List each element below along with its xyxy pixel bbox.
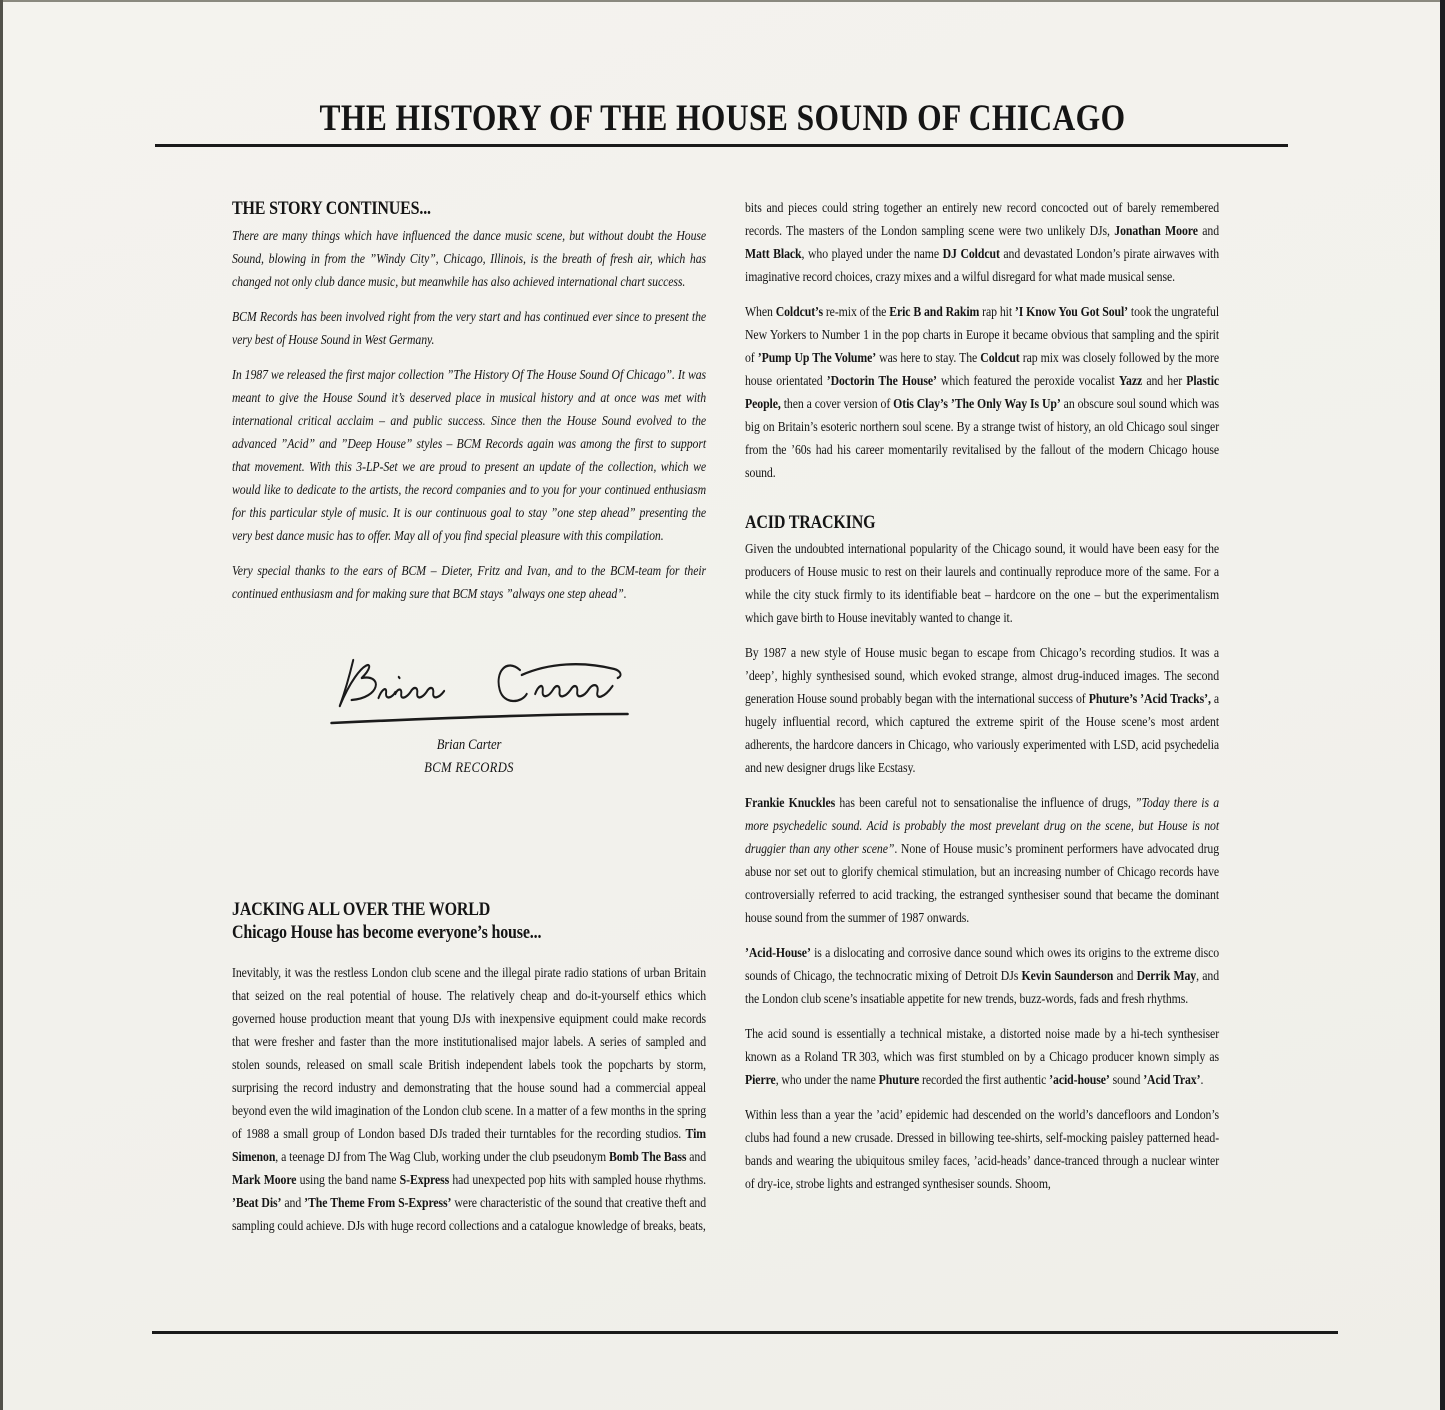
bcm-involvement-para: BCM Records has been involved right from the very start and has continued ever since to present the very best of House Sound in West Germany. — [232, 310, 707, 348]
bold-text: DJ Coldcut — [942, 247, 1000, 262]
special-thanks-para: Very special thanks to the ears of BCM – Dieter, Fritz and Ivan, and to the BCM-team for their continued enthusiasm and for making sure that BCM stays ”always one step ahead”. — [232, 564, 707, 602]
bold-text: Coldcut — [980, 351, 1020, 366]
bold-text: Derrik May — [1136, 969, 1197, 984]
story-continues-heading — [232, 197, 706, 220]
bold-text: Frankie Knuckles — [745, 796, 836, 811]
bold-text: ’I Know You Got Soul’ — [1014, 305, 1129, 320]
sampling-continued-para: bits and pieces could string together an entirely new record concocted out of barely remembered records. The masters of the London sampling scene were two unlikely DJs, Jonathan Moore and Matt Black, who played under the name DJ Coldcut and devastated London’s pirate airwaves with imaginative record choices, crazy mixes and a wilful disregard for what made musical sense. — [745, 201, 1220, 285]
heading-line: ACID TRACKING — [745, 512, 876, 533]
bold-text: Coldcut’s — [775, 305, 823, 320]
acid-tracking-heading — [745, 511, 1219, 534]
coldcut-remix-para: When Coldcut’s re-mix of the Eric B and Rakim rap hit ’I Know You Got Soul’ took the ungrateful New Yorkers to Number 1 in the pop charts in Europe it became obvious that sampling and the spirit of ’Pump Up The Volume’ was here to stay. The Coldcut rap mix was closely followed by the more house orientated ’Doctorin The House’ which featured the peroxide vocalist Yazz and her Plastic People, then a cover version of Otis Clay’s ’The Only Way Is Up’ an obscure soul sound which was big on Britain’s esoteric northern soul scene. By a strange twist of history, an old Chicago soul singer from the ’60s had his career momentarily revitalised by the fallout of the modern Chicago house sound. — [745, 305, 1220, 481]
frankie-knuckles-para: Frankie Knuckles has been careful not to sensationalise the influence of drugs, ”Today there is a more psychedelic sound. Acid is probably the most prevelant drug on the scene, but House is not druggier than any other scene”. None of House music’s prominent performers have advocated drug abuse nor set out to glorify chemical stimulation, but an increasing number of Chicago records have controversially referred to acid tracking, the estranged synthesiser sound that became the dominant house sound from the summer of 1987 onwards. — [745, 796, 1220, 926]
bold-text: ’The Theme From S-Express’ — [304, 1196, 452, 1211]
page-edge-top — [0, 0, 1445, 2]
bold-text: Matt Black — [745, 247, 802, 262]
left-column — [232, 197, 706, 1250]
bottom-rule — [152, 1331, 1338, 1334]
bold-text: ’Beat Dis’ — [232, 1196, 282, 1211]
bold-text: Phuture — [878, 1073, 920, 1088]
acid-tracks-para: By 1987 a new style of House music began to escape from Chicago’s recording studios. It was a ’deep’, highly synthesised sound, which evoked strange, almost drug-induced images. The second generation House sound probably began with the international success of Phuture’s ’Acid Tracks’, a hugely influential record, which captured the extreme spirit of the House scene’s most ardent adherents, the hardcore dancers in Chicago, who variously experimented with LSD, acid psychedelia and new designer drugs like Ecstasy. — [745, 646, 1220, 776]
title-rule — [155, 144, 1288, 147]
bold-text: ’Pump Up The Volume’ — [757, 351, 877, 366]
bold-text: ’Doctorin The House’ — [826, 374, 937, 389]
page-edge-left — [0, 0, 3, 1410]
story-intro-para: There are many things which have influenced the dance music scene, but without doubt the House Sound, blowing in from the ”Windy City”, Chicago, Illinois, is the breath of fresh air, which has changed not only club dance music, but meanwhile has also achieved international chart success. — [232, 229, 707, 290]
bold-text: Bomb The Bass — [608, 1150, 687, 1165]
roland-tr303-para: The acid sound is essentially a technical mistake, a distorted noise made by a hi-tech synthesiser known as a Roland TR 303, which was first stumbled on by a Chicago producer known simply as Pierre, who under the name Phuture recorded the first authentic ’acid-house’ sound ’Acid Trax’. — [745, 1027, 1220, 1088]
page-title: THE HISTORY OF THE HOUSE SOUND OF CHICAGO — [319, 98, 1126, 139]
acid-intro-para: Given the undoubted international popularity of the Chicago sound, it would have been easy for the producers of House music to rest on their laurels and continually reproduce more of the same. For a while the city stuck firmly to its identifiable beat – hardcore on the one – but the experimentalism which gave birth to House inevitably wanted to change it. — [745, 542, 1220, 626]
bold-text: Tim Simenon — [232, 1127, 707, 1165]
bold-text: Kevin Saunderson — [1021, 969, 1114, 984]
italic-quote: ”Today there is a more psychedelic sound. Acid is probably the most prevelant drug on the scene, but House is not druggier than any other scene” — [745, 796, 1220, 857]
acid-epidemic-para: Within less than a year the ’acid’ epidemic had descended on the world’s dancefloors and London’s clubs had found a new crusade. Dressed in billowing tee-shirts, self-mocking paisley patterned head-bands and wearing the ubiquitous smiley faces, ’acid-heads’ dance-tranced through a nuclear winter of dry-ice, strobe lights and estranged synthesiser sounds. Shoom, — [745, 1108, 1220, 1192]
bold-text: Phuture’s ’Acid Tracks’, — [1088, 692, 1211, 707]
bold-text: ’Acid-House’ — [745, 946, 811, 961]
bold-text: Plastic People, — [745, 374, 1220, 412]
page-edge-right — [1440, 0, 1445, 1410]
bold-text: Pierre — [745, 1073, 776, 1088]
bold-text: Eric B and Rakim — [889, 305, 980, 320]
bold-text: ’acid-house’ — [1049, 1073, 1110, 1088]
bold-text: S-Express — [399, 1173, 450, 1188]
heading-line: JACKING ALL OVER THE WORLD — [232, 899, 491, 920]
london-scene-para: Inevitably, it was the restless London club scene and the illegal pirate radio stations of urban Britain that seized on the real potential of house. The relatively cheap and do-it-yourself ethics which governed house production meant that young DJs with inexpensive equipment could make records that were fresher and faster than the more institutionalised major labels. A series of sampled and stolen sounds, released on small scale British independent labels took the popcharts by storm, surprising the record industry and demonstrating that the house sound had a commercial appeal beyond even the wild imagination of the London club scene. In a matter of a few months in the spring of 1988 a small group of London based DJs traded their turntables for the recording studios. Tim Simenon, a teenage DJ from The Wag Club, working under the club pseudonym Bomb The Bass and Mark Moore using the band name S-Express had unexpected pop hits with sampled house rhythms. ’Beat Dis’ and ’The Theme From S-Express’ were characteristic of the sound that creative theft and sampling could achieve. DJs with huge record collections and a catalogue knowledge of breaks, beats, — [232, 966, 707, 1234]
acid-house-definition-para: ’Acid-House’ is a dislocating and corrosive dance sound which owes its origins to the extreme disco sounds of Chicago, the technocratic mixing of Detroit DJs Kevin Saunderson and Derrik May, and the London club scene’s insatiable appetite for new trends, buzz-words, fads and fresh rhythms. — [745, 946, 1220, 1007]
bold-text: Jonathan Moore — [1114, 224, 1198, 239]
handwritten-signature-icon — [325, 650, 637, 732]
bold-text: Mark Moore — [232, 1173, 297, 1188]
heading-line: Chicago House has become everyone’s house... — [232, 922, 542, 943]
right-column — [745, 197, 1219, 1208]
brian-carter-signature — [232, 650, 706, 780]
bold-text: ’Acid Trax’ — [1143, 1073, 1201, 1088]
collection-history-para: In 1987 we released the first major collection ”The History Of The House Sound Of Chicago”. It was meant to give the House Sound it’s deserved place in musical history and at once was met with international critical acclaim – and public success. Since then the House Sound evolved to the advanced ”Acid” and ”Deep House” styles – BCM Records again was among the first to support that movement. With this 3-LP-Set we are proud to present an update of the collection, which we would like to dedicate to the artists, the record companies and to you for your continued enthusiasm for this particular style of music. It is our continuous goal to stay ”one step ahead” presenting the very best dance music has to offer. May all of you find special pleasure with this compilation. — [232, 368, 707, 544]
heading-line: THE STORY CONTINUES... — [232, 198, 431, 219]
jacking-heading — [232, 898, 706, 944]
signature-org: BCM RECORDS — [424, 760, 514, 776]
bold-text: Yazz — [1118, 374, 1143, 389]
bold-text: Otis Clay’s ’The Only Way Is Up’ — [893, 397, 1061, 412]
signature-name: Brian Carter — [436, 737, 502, 753]
